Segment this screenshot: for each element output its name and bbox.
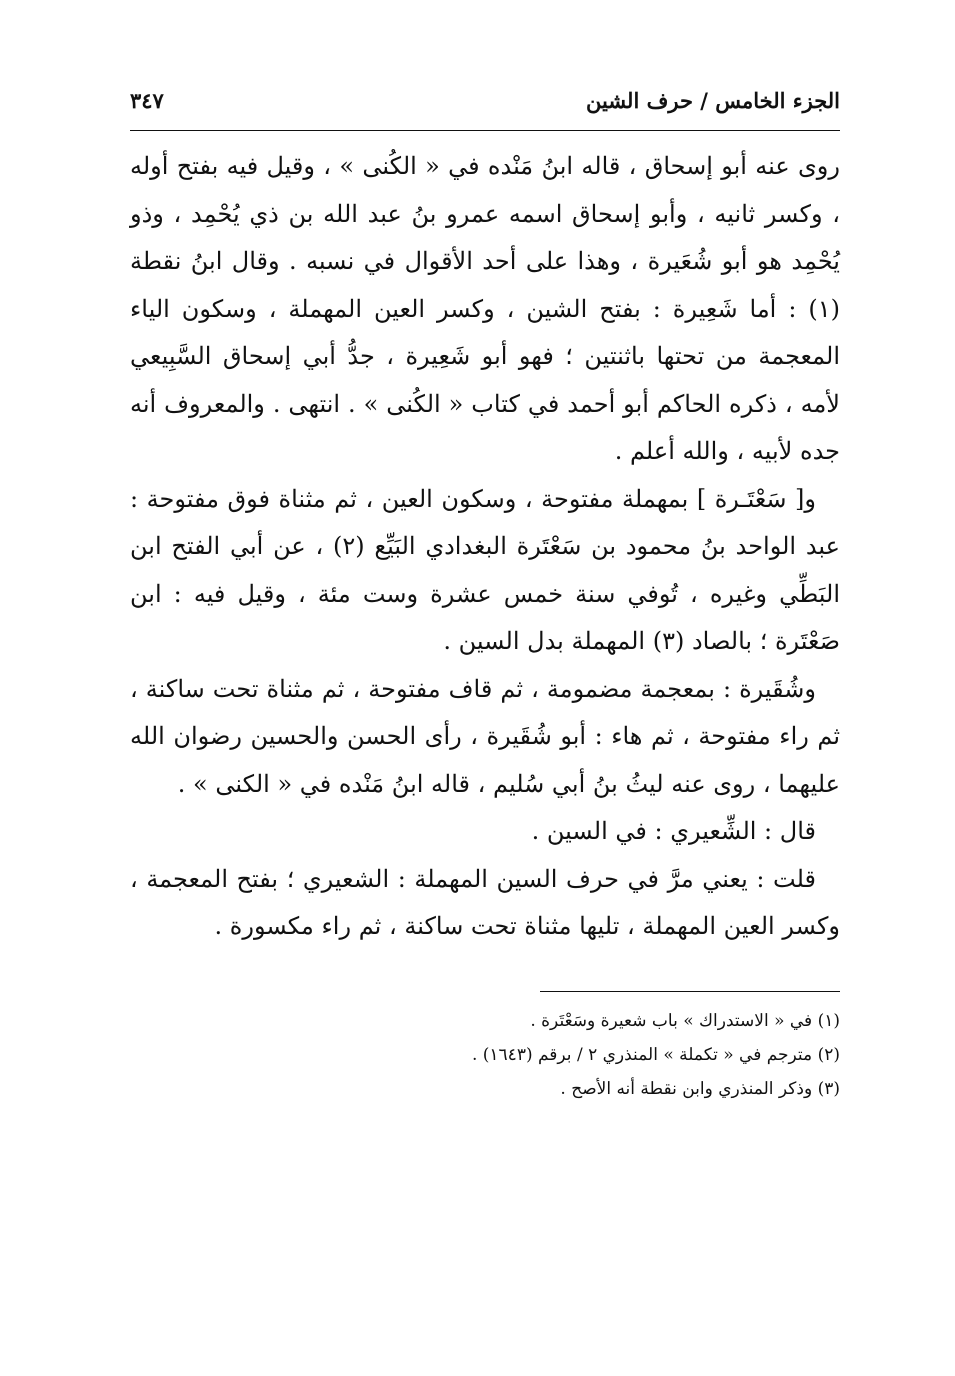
paragraph-qultu: قلت : يعني مرَّ في حرف السين المهملة : الشعيري ؛ بفتح المعجمة ، وكسر العين المهملة ، تليها مثناة تحت ساكنة ، ثم راء مكسورة . xyxy=(130,864,840,940)
footnote-1: (١) في « الاستدراك » باب شعيرة وسَعْتَرة . xyxy=(530,1010,840,1031)
main-text xyxy=(130,143,840,951)
book-page xyxy=(130,88,840,1318)
footnote-2: (٢) مترجم في « تكملة » المنذري ٢ / برقم (١٦٤٣) . xyxy=(471,1044,840,1065)
paragraph-shuqaira: وشُقَيرة : بمعجمة مضمومة ، ثم قاف مفتوحة ، ثم مثناة تحت ساكنة ، ثم راء مفتوحة ، ثم هاء : أبو شُقَيرة ، رأى الحسن والحسين رضوان الله عليهما ، روى عنه ليثُ بنُ أبي سُليم ، قاله ابنُ مَنْده في « الكنى » . xyxy=(130,674,840,798)
running-header xyxy=(130,88,840,122)
paragraph-qala: قال : الشِّعيري : في السين . xyxy=(531,817,816,845)
footnote-rule xyxy=(540,991,840,992)
running-title: الجزء الخامس / حرف الشين xyxy=(586,88,840,113)
footnote-3: (٣) وذكر المنذري وابن نقطة أنه الأصح . xyxy=(560,1078,840,1099)
paragraph-shaira: روى عنه أبو إسحاق ، قاله ابنُ مَنْده في « الكُنى » ، وقيل فيه بفتح أوله ، وكسر ثانيه ، وأبو إسحاق اسمه عمرو بنُ عبد الله بن ذي يُحْمِد ، وذو يُحْمِد هو أبو شُعَيرة ، وهذا على أحد الأقوال في نسبه . وقال ابنُ نقطة (١) : أما شَعِيرة : بفتح الشين ، وكسر العين المهملة ، وسكون الياء المعجمة من تحتها باثنتين ؛ فهو أبو شَعِيرة ، جدُّ أبي إسحاق السَّبِيعي لأمه ، ذكره الحاكم أبو أحمد في كتاب « الكُنى » . انتهى . والمعروف أنه جده لأبيه ، والله أعلم . xyxy=(130,152,840,465)
header-rule xyxy=(130,130,840,131)
paragraph-saatara: و[ سَعْتَـرة ] بمهملة مفتوحة ، وسكون العين ، ثم مثناة فوق مفتوحة : عبد الواحد بنُ محمود بن سَعْتَرة البغدادي البَيِّع (٢) ، عن أبي الفتح ابن البَطِّي وغيره ، تُوفي سنة خمس عشرة وست مئة ، وقيل فيه : ابن صَعْتَرة ؛ بالصاد (٣) المهملة بدل السين . xyxy=(130,484,841,655)
page-number: ٣٤٧ xyxy=(130,88,164,113)
footnotes xyxy=(130,1004,840,1106)
